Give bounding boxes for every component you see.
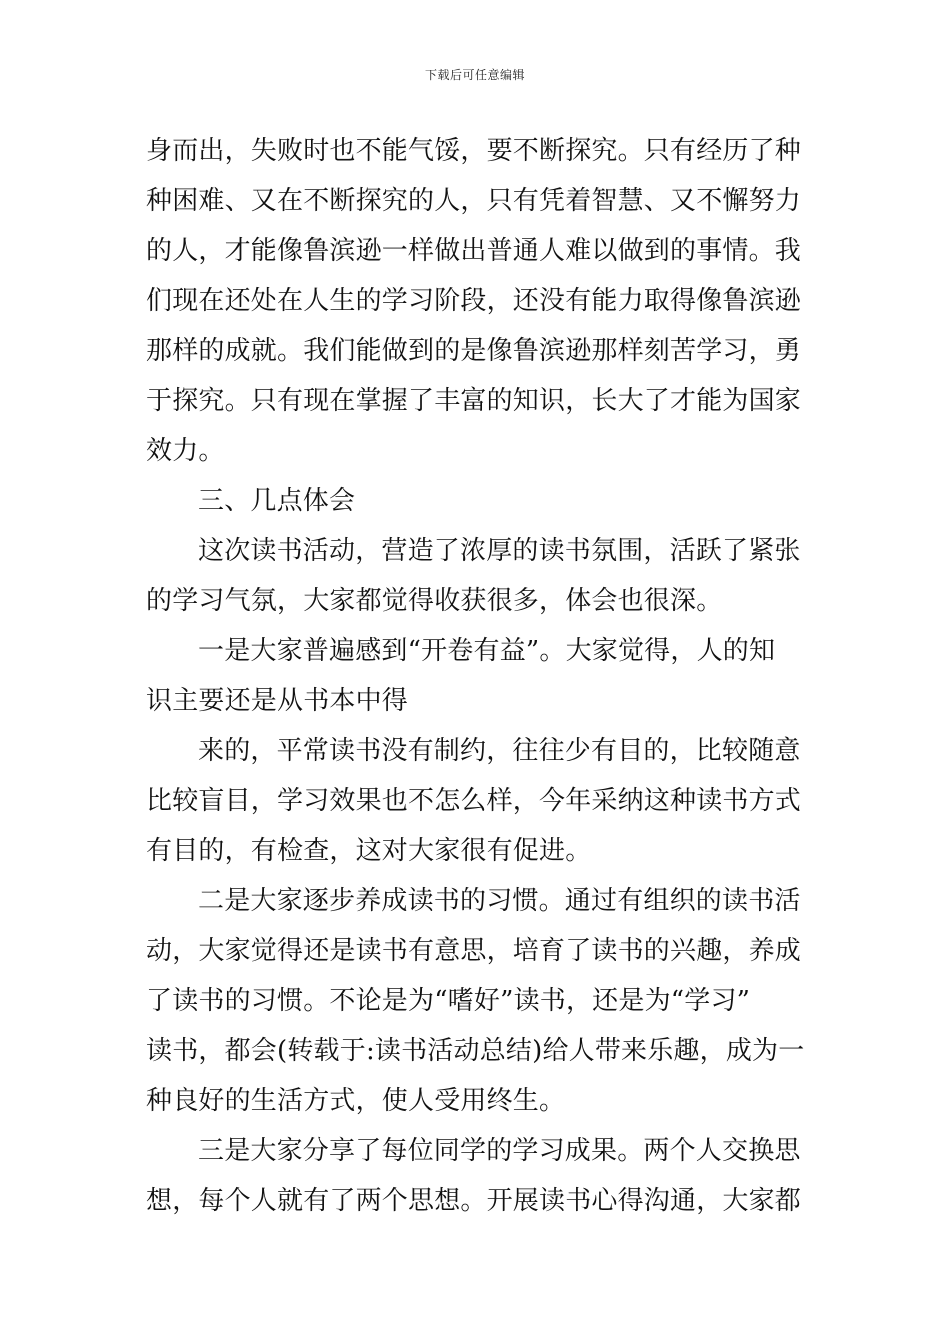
page-header: 下载后可任意编辑 [424, 68, 525, 82]
text-line: 那样的成就。我们能做到的是像鲁滨逊那样刻苦学习，勇 [146, 336, 802, 366]
text-line: 比较盲目，学习效果也不怎么样，今年采纳这种读书方式 [146, 786, 802, 816]
document-body [146, 126, 806, 1226]
text-line: 一是大家普遍感到“开卷有益”。大家觉得，人的知 [198, 636, 776, 666]
text-line: 身而出，失败时也不能气馁，要不断探究。只有经历了种 [146, 136, 802, 166]
text-line: 三、几点体会 [198, 486, 356, 516]
text-line: 们现在还处在人生的学习阶段，还没有能力取得像鲁滨逊 [146, 286, 802, 316]
text-line: 这次读书活动，营造了浓厚的读书氛围，活跃了紧张 [198, 536, 801, 566]
text-line: 来的，平常读书没有制约，往往少有目的，比较随意 [198, 736, 801, 766]
text-line: 动，大家觉得还是读书有意思，培育了读书的兴趣，养成 [146, 936, 802, 966]
text-line: 种困难、又在不断探究的人，只有凭着智慧、又不懈努力 [146, 186, 802, 216]
text-line: 的人，才能像鲁滨逊一样做出普通人难以做到的事情。我 [146, 236, 802, 266]
text-line: 想，每个人就有了两个思想。开展读书心得沟通，大家都 [146, 1186, 802, 1216]
text-line: 了读书的习惯。不论是为“嗜好”读书，还是为“学习” [146, 986, 751, 1016]
text-line: 有目的，有检查，这对大家很有促进。 [146, 836, 592, 866]
text-line: 的学习气氛，大家都觉得收获很多，体会也很深。 [146, 586, 723, 616]
text-line: 识主要还是从书本中得 [146, 686, 409, 716]
text-line: 效力。 [146, 436, 225, 466]
text-line: 于探究。只有现在掌握了丰富的知识，长大了才能为国家 [146, 386, 802, 416]
text-line: 读书，都会(转载于:读书活动总结)给人带来乐趣，成为一 [146, 1036, 805, 1066]
text-line: 种良好的生活方式，使人受用终生。 [146, 1086, 566, 1116]
text-line: 三是大家分享了每位同学的学习成果。两个人交换思 [198, 1136, 801, 1166]
text-line: 二是大家逐步养成读书的习惯。通过有组织的读书活 [198, 886, 801, 916]
